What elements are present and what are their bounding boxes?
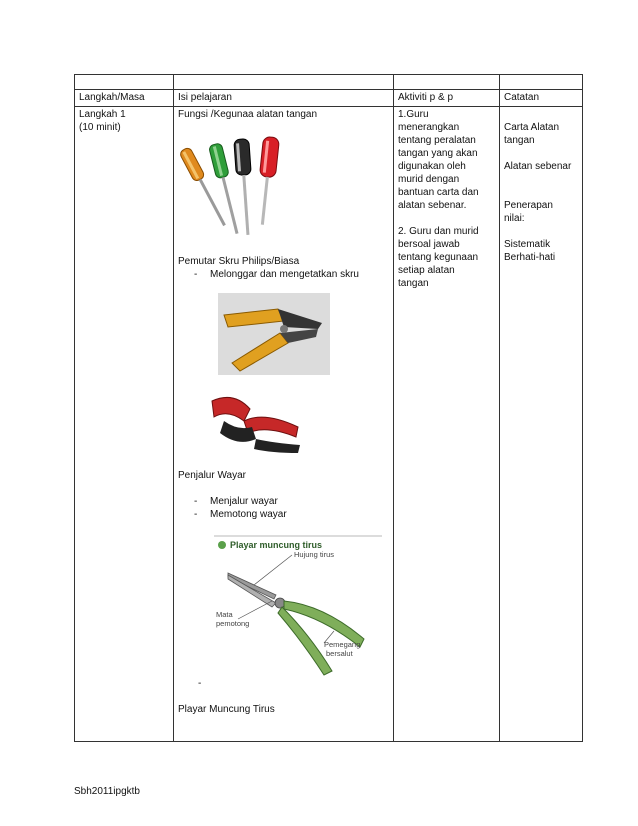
bullet-dash: - [194,496,198,507]
aktiviti-line: menerangkan [398,122,460,133]
catatan-line: Alatan sebenar [504,161,572,172]
langkah-cell [75,107,174,742]
label-mata-pemotong: Mata pemotong [216,610,250,628]
label-hujung-tirus: Hujung tirus [294,550,335,559]
blank-row [75,75,583,90]
header-aktiviti: Aktiviti p & p [394,90,500,107]
aktiviti-cell [394,107,500,742]
catatan-cell [500,107,583,742]
aktiviti-line: bersoal jawab [398,239,460,250]
catatan-line: Carta Alatan [504,122,560,133]
bullet-dash: - [194,509,198,520]
tool3-name: Playar Muncung Tirus [178,704,275,715]
needle-nose-pliers-diagram [214,535,382,681]
aktiviti-line: murid dengan [398,174,460,185]
aktiviti-lines [398,108,495,290]
tool2-bullet-1 [178,495,389,508]
catatan-line: Penerapan [504,200,553,211]
catatan-line [504,108,578,121]
aktiviti-line: setiap alatan [398,265,455,276]
aktiviti-line: alatan sebenar. [398,200,467,211]
isi-cell [174,107,394,742]
tool1-name: Pemutar Skru Philips/Biasa [178,256,300,267]
catatan-line [504,186,578,199]
langkah-duration: (10 minit) [79,122,121,133]
langkah-label: Langkah 1 [79,109,126,120]
catatan-line: Sistematik [504,239,551,250]
catatan-line: Berhati-hati [504,252,556,263]
footer-text: Sbh2011ipgktb [74,786,140,797]
aktiviti-line: tentang peralatan [398,135,476,146]
wire-cutter-image [218,293,330,375]
content-row [75,107,583,742]
header-row [75,90,583,107]
tool1-bullet [178,268,389,281]
header-isi: Isi pelajaran [174,90,394,107]
aktiviti-line: 1.Guru [398,109,429,120]
catatan-line: tangan [504,135,535,146]
tool2-bullet-2 [178,508,389,521]
header-catatan: Catatan [500,90,583,107]
aktiviti-line: digunakan oleh [398,161,466,172]
catatan-lines [504,108,578,264]
tool2-name: Penjalur Wayar [178,470,246,481]
aktiviti-line: tangan [398,278,429,289]
aktiviti-line: 2. Guru dan murid [398,226,479,237]
aktiviti-line: tentang kegunaan [398,252,479,263]
aktiviti-line: tangan yang akan [398,148,478,159]
diagram-title: Playar muncung tirus [230,540,323,550]
header-langkah: Langkah/Masa [75,90,174,107]
wire-stripper-image [204,391,304,461]
tool1-bullet-text: Melonggar dan mengetatkan skru [210,269,359,280]
label-pemegang-bersalut: Pemegang bersalut [324,640,361,658]
bullet-dash: - [194,269,198,280]
tool2-bullet-text-1: Menjalur wayar [210,496,278,507]
catatan-line [504,173,578,186]
screwdrivers-image [178,135,288,255]
catatan-line [504,147,578,160]
aktiviti-line: bantuan carta dan [398,187,479,198]
aktiviti-line [398,212,495,225]
catatan-line [504,225,578,238]
lesson-plan-table [74,74,583,742]
tool2-bullet-text-2: Memotong wayar [210,509,287,520]
catatan-line: nilai: [504,213,525,224]
isi-heading: Fungsi /Kegunaa alatan tangan [178,109,317,120]
diagram-dash: - [198,678,202,689]
